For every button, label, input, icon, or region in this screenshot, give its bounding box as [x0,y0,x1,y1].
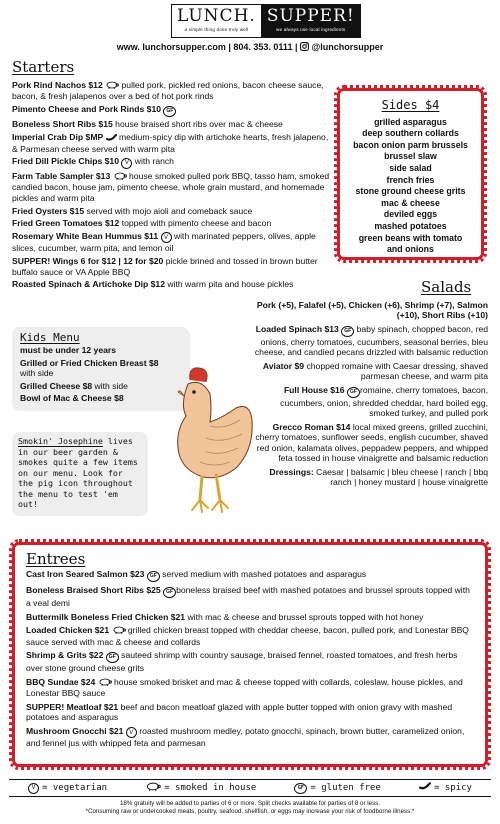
footer-notes [0,800,500,816]
logo-supper-tag: we always use local ingredients [276,27,346,32]
contact-line [0,42,500,54]
vegetarian-icon: V [121,158,132,169]
starters-list [12,80,334,292]
smokin-text: lives in our beer garden & smokes quite a few items on our menu. Look for the pig icon throughout the menu to test 'em out! [18,436,138,509]
starter-item: Roasted Spinach & Artichoke Dip $12 with warm pita and house pickles [12,279,294,290]
legend-gluten-free: GF = gluten free [294,783,380,794]
starter-item: Rosemary White Bean Hummus $11 V with marinated peppers, olives, apple slices, cucumber, warm pita, and lemon oil [12,230,316,254]
entree-item: BBQ Sundae $24 house smoked brisket and mac & cheese topped with collards, coleslaw, house pickles, and Lonestar BBQ sauce [26,676,463,699]
gluten-free-icon: GF [163,587,176,598]
starter-item: Fried Oysters $15 served with mojo aioli and comeback sauce [12,205,253,216]
starter-item: Farm Table Sampler $13 house smoked pulled pork BBQ, tasso ham, smoked candied bacon, house jam, pimento cheese, whole grain mustard, and homemade pickles and warm pita [12,170,330,203]
salad-item: Aviator $9 chopped romaine with Caesar dressing, shaved parmesan cheese, and warm pita [262,360,488,382]
pig-icon [105,81,119,91]
entree-item: Boneless Braised Short Ribs $25 GF boneless braised beef with mashed potatoes and brussel sprouts topped with a veal demi [26,585,470,609]
side-item: side salad [389,163,432,173]
gluten-free-icon: GF [341,326,354,337]
logo-lunch-word: LUNCH. [177,6,256,26]
side-item: stone ground cheese grits [355,186,466,197]
legend-smoked: = smoked in house [145,782,256,795]
entree-item: Mushroom Gnocchi $21 V roasted mushroom medley, potato gnocchi, spinach, brown butter, caramelized onion, and fennel jus with whipped feta and parmesan [26,725,465,749]
instagram-icon [300,42,309,54]
smokin-title: Smokin' Josephine [18,436,103,446]
pig-icon [113,172,127,182]
chicken-illustration [150,360,255,525]
salads-list [250,300,488,491]
entree-item: SUPPER! Meatloaf $21 beef and bacon meatloaf glazed with apple butter topped with onion gravy with mashed potatoes and asparagus [26,701,453,723]
sides-box [334,85,487,263]
contact-website-phone: www. lunchorsupper.com | 804. 353. 0111 | [116,42,298,52]
starter-item: Fried Green Tomatoes $12 topped with pimento cheese and bacon [12,218,272,229]
starter-item: SUPPER! Wings 6 for $12 | 12 for $20 pickle brined and tossed in brown butter buffalo sauce or VA Apple BBQ [12,256,318,277]
logo-supper-word: SUPPER! [266,6,355,26]
chili-pepper-icon [106,133,117,143]
vegetarian-icon: V [126,727,137,738]
pig-icon [112,626,126,636]
starter-item: Imperial Crab Dip $MP medium-spicy dip with artichoke hearts, fresh jalapeno, & Parmesan cheese served with warm pita [12,132,329,154]
side-item: grilled asparagus [374,116,447,127]
gluten-free-icon: GF [106,652,119,663]
salad-dressings: Dressings: Caesar | balsamic | bleu cheese | ranch | bbq ranch | honey mustard | house vinaigrette [269,466,488,488]
legend-vegetarian: V = vegetarian [28,783,107,794]
kids-note: must be under 12 years [20,345,117,356]
pig-icon [145,782,161,795]
side-item: mac & cheese [381,197,440,208]
gluten-free-icon: GF [347,387,360,398]
logo [171,4,361,38]
starters-title: Starters [12,58,75,76]
entree-item: Shrimp & Grits $22 GF sauteed shrimp with country sausage, braised fennel, roasted tomatoes, and fresh herbs over stone ground cheese grits [26,650,458,674]
side-item: french fries [386,174,435,185]
entrees-box [9,539,491,770]
salads-title: Salads [421,278,472,296]
side-item: brussel slaw [384,151,437,162]
salad-item: Grecco Roman $14 local mixed greens, grilled zucchini, cherry tomatoes, sunflower seeds, english cucumber, shaved red onion, kalamata olives, peppadew peppers, and whipped feta tossed in house vinaigrette and balsamic reduction [255,421,488,464]
salad-item: Loaded Spinach $13 GF baby spinach, chopped bacon, red onions, cherry tomatoes, cucumbers, seasonal berries, bleu cheese, and candied pecans drizzled with balsamic reduction [254,323,488,358]
entree-item: Buttermilk Boneless Fried Chicken $21 with mac & cheese and brussel sprouts topped with hot honey [26,611,424,622]
side-item: green beans with tomato [358,232,463,243]
sides-title: Sides $4 [381,98,440,112]
smokin-josephine-box [12,432,148,516]
logo-lunch [171,4,262,38]
footer-gratuity: 18% gratuity will be added to parties of 6 or more. Split checks available for parties of 8 or less. [119,800,380,807]
kids-title: Kids Menu [20,331,80,344]
logo-supper [262,4,361,38]
contact-social: @lunchorsupper [311,42,384,52]
side-item: and onions [387,244,434,255]
entree-item: Loaded Chicken $21 grilled chicken breast topped with cheddar cheese, bacon, pulled pork, and Lonestar BBQ sauce served with mac & cheese and collards [26,625,469,647]
kids-item: Bowl of Mac & Cheese $8 [20,393,124,404]
gluten-free-icon: GF [163,106,176,117]
entrees-title: Entrees [26,550,86,568]
legend-bar [9,779,491,797]
chili-pepper-icon [419,782,431,794]
entree-item: Cast Iron Seared Salmon $23 GF served medium with mashed potatoes and asparagus [26,569,474,582]
side-item: mashed potatoes [374,220,447,231]
pig-icon [98,678,112,688]
kids-item: Grilled Cheese $8 with side [20,380,128,391]
starter-item: Boneless Short Ribs $15 house braised short ribs over mac & cheese [12,119,283,130]
gluten-free-icon: GF [147,571,160,582]
salad-addons: Pork (+5), Falafel (+5), Chicken (+6), Shrimp (+7), Salmon (+10), Short Ribs (+10) [256,300,488,321]
footer-warning: *Consuming raw or undercooked meats, poultry, seafood, shellfish, or eggs may increase your risk of foodborne illness.* [85,808,415,815]
starter-item: Pork Rind Nachos $12 pulled pork, pickled red onions, bacon cheese sauce, bacon, & fresh jalapenos over a bed of hot pork rinds [12,80,324,102]
starter-item: Fried Dill Pickle Chips $10 V with ranch [12,156,334,169]
gluten-free-icon: GF [294,783,307,794]
side-item: bacon onion parm brussels [353,139,468,150]
starter-item: Pimento Cheese and Pork Rinds $10 GF [12,104,334,117]
salad-item: Full House $16 GF romaine, cherry tomatoes, bacon, cucumbers, onion, shredded cheddar, hard boiled egg, smoked turkey, and pulled pork [280,384,488,419]
side-item: deep southern collards [362,128,459,139]
kids-item: Grilled or Fried Chicken Breast $8 with side [20,357,159,379]
vegetarian-icon: V [28,783,39,794]
logo-lunch-tag: a simple thing done truly well [184,27,249,32]
side-item: deviled eggs [383,209,438,220]
vegetarian-icon: V [161,232,172,243]
legend-spicy: = spicy [419,782,472,794]
